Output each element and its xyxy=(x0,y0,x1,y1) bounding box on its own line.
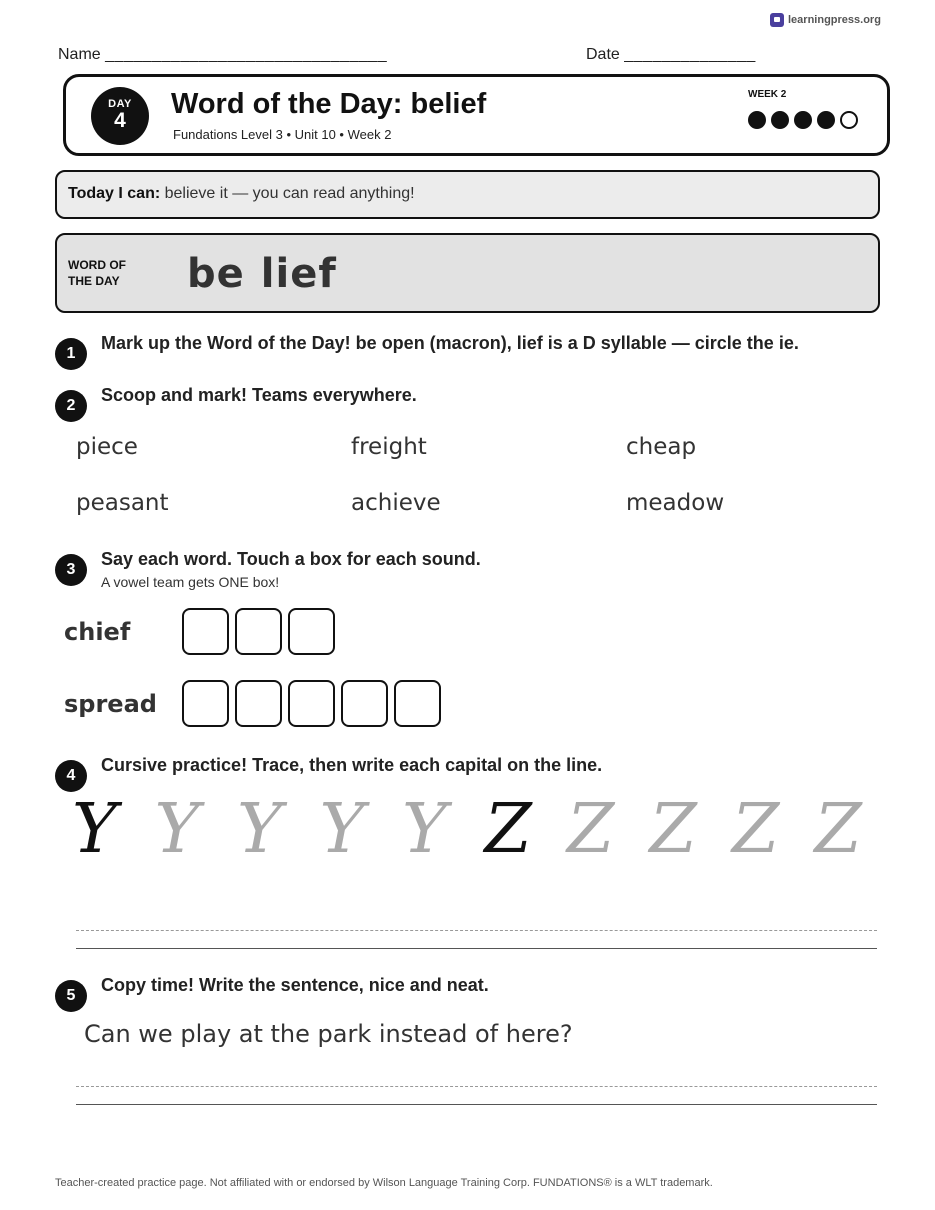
sound-box[interactable] xyxy=(182,608,229,655)
cursive-trace-letter: Y xyxy=(402,790,447,869)
page-title: Word of the Day: belief xyxy=(171,88,487,120)
scoop-word: meadow xyxy=(626,490,725,516)
writing-guide-dashed xyxy=(76,1086,877,1087)
scoop-word: freight xyxy=(351,434,427,460)
step-instruction: Copy time! Write the sentence, nice and neat. xyxy=(101,975,489,995)
sound-box[interactable] xyxy=(235,680,282,727)
sound-box[interactable] xyxy=(182,680,229,727)
step-instruction: Scoop and mark! Teams everywhere. xyxy=(101,385,417,405)
header-card xyxy=(63,74,890,156)
sound-box[interactable] xyxy=(394,680,441,727)
scoop-word: cheap xyxy=(626,434,697,460)
sound-word: spread xyxy=(64,689,157,718)
page-subtitle: Fundations Level 3 • Unit 10 • Week 2 xyxy=(173,127,392,142)
cursive-trace-letter: Z xyxy=(649,790,697,869)
writing-baseline[interactable] xyxy=(76,1104,877,1105)
step-5 xyxy=(55,975,489,1012)
date-label: Date xyxy=(586,46,620,63)
progress-dot-filled xyxy=(794,111,812,129)
date-field[interactable] xyxy=(586,46,756,64)
scoop-word: peasant xyxy=(76,490,169,516)
day-number: 4 xyxy=(114,109,126,132)
step-instruction-text: Say each word. Touch a box for each sound. xyxy=(101,549,481,569)
goal-text: believe it — you can read anything! xyxy=(164,185,415,202)
goal-card xyxy=(55,170,880,219)
word-of-day-card xyxy=(55,233,880,313)
cursive-trace-letter: Y xyxy=(154,790,200,869)
sound-box-set xyxy=(182,680,447,727)
sound-box[interactable] xyxy=(235,608,282,655)
name-field[interactable] xyxy=(58,46,387,64)
cursive-trace-letter: Z xyxy=(567,790,615,869)
syllable-1: be xyxy=(187,251,245,297)
progress-dot-empty xyxy=(840,111,858,129)
cursive-trace-letter: Y xyxy=(237,790,282,869)
syllable-2: lief xyxy=(260,251,337,297)
cursive-model-letter: Y xyxy=(72,790,117,869)
progress-dot-filled xyxy=(817,111,835,129)
scoop-word: piece xyxy=(76,434,138,460)
word-of-day-label-line2: THE DAY xyxy=(68,274,120,288)
step-number: 3 xyxy=(55,554,87,586)
cursive-trace-letter: Z xyxy=(732,790,780,869)
copy-sentence: Can we play at the park instead of here? xyxy=(84,1020,573,1048)
progress-dot-filled xyxy=(748,111,766,129)
writing-guide-dashed xyxy=(76,930,877,931)
step-number: 5 xyxy=(55,980,87,1012)
cursive-trace-row xyxy=(72,790,877,880)
word-of-day-label-line1: WORD OF xyxy=(68,258,126,272)
brand-text: learningpress.org xyxy=(788,14,881,26)
step-number: 4 xyxy=(55,760,87,792)
goal-label: Today I can: xyxy=(68,185,161,202)
book-icon xyxy=(770,13,784,27)
cursive-trace-letter: Y xyxy=(319,790,365,869)
week-label: WEEK 2 xyxy=(748,89,787,100)
sound-row-1 xyxy=(64,608,341,655)
name-blank: ______________________________ xyxy=(105,46,388,63)
sound-row-2 xyxy=(64,680,447,727)
footer-disclaimer: Teacher-created practice page. Not affiliated with or endorsed by Wilson Language Training Corp. FUNDATIONS® is a WLT trademark. xyxy=(55,1177,713,1189)
step-instruction xyxy=(101,549,481,590)
step-1 xyxy=(55,333,799,370)
date-blank: ______________ xyxy=(624,46,756,63)
day-badge xyxy=(91,87,149,145)
step-3 xyxy=(55,549,481,590)
step-2 xyxy=(55,385,417,422)
name-label: Name xyxy=(58,46,101,63)
step-4 xyxy=(55,755,602,792)
scoop-word: achieve xyxy=(351,490,441,516)
step-instruction: Cursive practice! Trace, then write each capital on the line. xyxy=(101,755,603,775)
step-hint: A vowel team gets ONE box! xyxy=(101,574,280,590)
brand-link[interactable] xyxy=(770,13,881,27)
word-of-day-word xyxy=(187,251,337,297)
cursive-trace-letter: Z xyxy=(814,790,862,869)
cursive-model-letter: Z xyxy=(484,790,532,869)
step-number: 1 xyxy=(55,338,87,370)
word-of-day-label xyxy=(68,257,126,289)
writing-baseline[interactable] xyxy=(76,948,877,949)
scoop-word-grid xyxy=(76,434,876,516)
progress-dot-filled xyxy=(771,111,789,129)
sound-box-set xyxy=(182,608,341,655)
sound-box[interactable] xyxy=(288,680,335,727)
sound-word: chief xyxy=(64,617,131,646)
sound-box[interactable] xyxy=(341,680,388,727)
step-number: 2 xyxy=(55,390,87,422)
sound-box[interactable] xyxy=(288,608,335,655)
step-instruction: Mark up the Word of the Day! be open (macron), lief is a D syllable — circle the ie. xyxy=(101,333,799,353)
day-label: DAY xyxy=(108,98,132,110)
week-progress-dots xyxy=(748,111,858,129)
